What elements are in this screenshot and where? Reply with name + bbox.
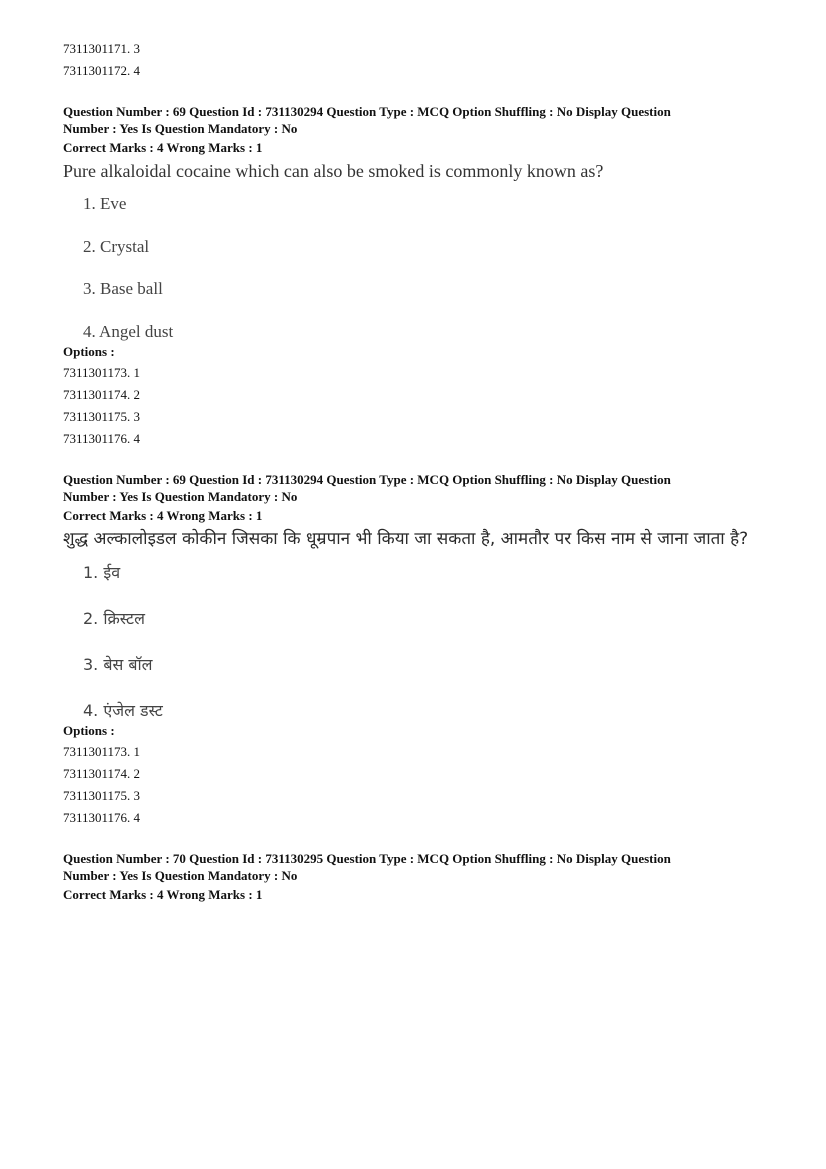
option-line: 7311301174. 2: [63, 765, 141, 781]
choice-item: 2. Crystal: [83, 236, 150, 256]
question-block-69-en: [63, 103, 763, 450]
option-line: 7311301171. 3: [63, 41, 141, 56]
question-block-69-hi: [63, 471, 763, 829]
option-line: 7311301175. 3: [63, 787, 141, 803]
question-meta-line2: Number : Yes Is Question Mandatory : No: [63, 867, 298, 883]
choice-item: 3. बेस बॉल: [83, 654, 153, 674]
question-meta-line1: Question Number : 69 Question Id : 731130294 Question Type : MCQ Option Shuffling : No Display Question: [63, 471, 671, 487]
question-meta-line2: Number : Yes Is Question Mandatory : No: [63, 488, 298, 504]
option-line: 7311301172. 4: [63, 63, 141, 78]
top-options-list: [63, 38, 763, 82]
question-meta-line2: Number : Yes Is Question Mandatory : No: [63, 121, 298, 136]
option-line: 7311301176. 4: [63, 430, 141, 446]
question-marks: Correct Marks : 4 Wrong Marks : 1: [63, 507, 263, 523]
question-meta-line1: Question Number : 70 Question Id : 731130295 Question Type : MCQ Option Shuffling : No Display Question: [63, 850, 671, 866]
question-text: शुद्ध अल्कालोइडल कोकीन जिसका कि धूम्रपान भी किया जा सकता है, आमतौर पर किस नाम से जाना जाता है?: [63, 528, 749, 549]
choice-list: [83, 190, 763, 342]
question-block-70: [63, 850, 763, 905]
options-label: Options :: [63, 722, 115, 738]
option-line: 7311301175. 3: [63, 408, 141, 424]
option-line: 7311301176. 4: [63, 809, 141, 825]
choice-list: [83, 559, 763, 721]
choice-item: 2. क्रिस्टल: [83, 608, 145, 628]
choice-item: 1. Eve: [83, 194, 127, 213]
question-marks: Correct Marks : 4 Wrong Marks : 1: [63, 140, 263, 155]
option-line: 7311301174. 2: [63, 386, 141, 402]
document-page: [63, 38, 763, 905]
choice-item: 4. Angel dust: [83, 321, 174, 341]
choice-item: 4. एंजेल डस्ट: [83, 700, 163, 720]
question-marks: Correct Marks : 4 Wrong Marks : 1: [63, 886, 263, 902]
options-label: Options :: [63, 343, 115, 359]
choice-item: 3. Base ball: [83, 279, 163, 298]
choice-item: 1. ईव: [83, 562, 121, 582]
question-meta-line1: Question Number : 69 Question Id : 731130294 Question Type : MCQ Option Shuffling : No Display Question: [63, 104, 671, 119]
option-line: 7311301173. 1: [63, 364, 141, 380]
question-text: Pure alkaloidal cocaine which can also be smoked is commonly known as?: [63, 161, 604, 181]
option-line: 7311301173. 1: [63, 743, 141, 759]
